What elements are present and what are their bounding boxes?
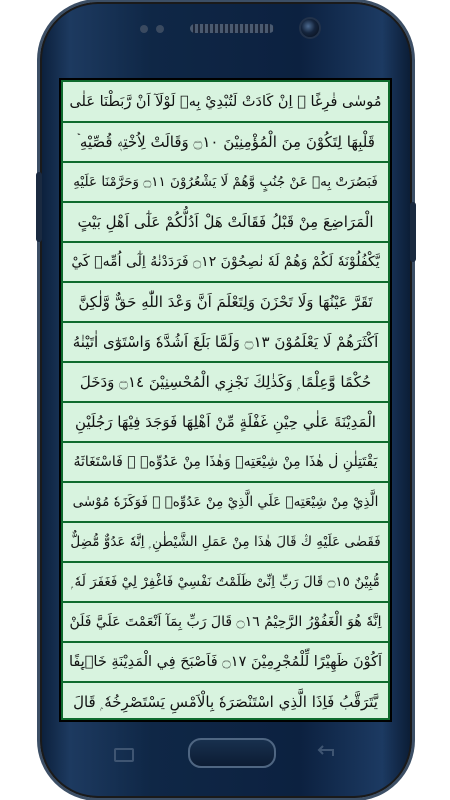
front-camera-icon	[301, 19, 319, 37]
verse-line: الَّذِيْ مِنْ شِيْعَتِهٖ عَلَي الَّذِيْ مِنْ عَدُوِّهٖ ۙ فَوَكَزَهٗ مُوْسٰى	[63, 482, 388, 523]
verse-line: مُوسٰى فٰرِغًا ۭ اِنْ كَادَتْ لَتُبْدِيْ بِهٖ لَوْلَآ اَنْ رَّبَطْنَا عَلٰى	[63, 82, 388, 123]
verse-line: اَكُوْنَ ظَهِيْرًا لِّلْمُجْرِمِيْنَ ۝١٧ فَاَصْبَحَ فِي الْمَدِيْنَةِ خَاۗىِٕفًا	[63, 642, 388, 683]
verse-line: اَكْثَرَهُمْ لَا يَعْلَمُوْنَ ۝١٣ وَلَمَّا بَلَغَ اَشُدَّهٗ وَاسْتَوٰٓى اٰتَيْنٰهُ	[63, 322, 388, 363]
verse-line: يَقْتَتِلٰنِ ڶ هٰذَا مِنْ شِيْعَتِهٖ وَهٰذَا مِنْ عَدُوِّهٖ ۚ فَاسْتَغَاثَهُ	[63, 442, 388, 483]
verse-line: تَقَرَّ عَيْنُهَا وَلَا تَحْزَنَ وَلِتَعْلَمَ اَنَّ وَعْدَ اللّٰهِ حَقٌّ وَّلٰكِنَّ	[63, 282, 388, 323]
recents-icon[interactable]	[114, 748, 134, 762]
proximity-sensor	[140, 25, 148, 33]
verse-line: اِنَّهٗ هُوَ الْغَفُوْرُ الرَّحِيْمُ ۝١٦ قَالَ رَبِّ بِمَآ اَنْعَمْتَ عَلَيَّ فَلَنْ	[63, 602, 388, 643]
verse-line: الْمَدِيْنَةَ عَلٰي حِيْنِ غَفْلَةٍ مِّنْ اَهْلِهَا فَوَجَدَ فِيْهَا رَجُلَيْنِ	[63, 402, 388, 443]
earpiece-speaker	[190, 24, 274, 33]
verse-line: يَّتَرَقَّبُ فَاِذَا الَّذِي اسْتَنْصَرَهٗ بِالْاَمْسِ يَسْتَصْرِخُهٗ ۭ قَالَ	[73, 692, 378, 711]
verse-line: فَقَضٰى عَلَيْهِ ڭ قَالَ هٰذَا مِنْ عَمَلِ الشَّيْطٰنِ ۭ اِنَّهٗ عَدُوٌّ مُّضِلٌّ	[63, 522, 388, 563]
verse-line: حُكْمًا وَّعِلْمًا ۭ وَكَذٰلِكَ نَجْزِي الْمُحْسِنِيْنَ ۝١٤ وَدَخَلَ	[63, 362, 388, 403]
quran-page[interactable]	[61, 80, 390, 720]
screen	[59, 78, 392, 722]
back-icon[interactable]	[315, 744, 335, 758]
verse-line: الْمَرَاضِعَ مِنْ قَبْلُ فَقَالَتْ هَلْ اَدُلُّكُمْ عَلٰٓى اَهْلِ بَيْتٍ	[63, 202, 388, 243]
light-sensor	[156, 25, 164, 33]
verse-line: يَّكْفُلُوْنَهٗ لَكُمْ وَهُمْ لَهٗ نٰصِحُوْنَ ۝١٢ فَرَدَدْنٰهُ اِلٰٓى اُمِّهٖ كَيْ	[63, 242, 388, 283]
verse-line: قَلْبِهَا لِتَكُوْنَ مِنَ الْمُؤْمِنِيْنَ ۝١٠ وَقَالَتْ لِاُخْتِهٖ قُصِّيْهِ ۡ	[63, 122, 388, 163]
home-button[interactable]	[188, 738, 276, 768]
verse-line: فَبَصُرَتْ بِهٖ عَنْ جُنُبٍ وَّهُمْ لَا يَشْعُرُوْنَ ۝١١ وَحَرَّمْنَا عَلَيْهِ	[63, 162, 388, 203]
verse-line: مُّبِيْنٌ ۝١٥ قَالَ رَبِّ اِنِّىْ ظَلَمْتُ نَفْسِيْ فَاغْفِرْ لِيْ فَغَفَرَ لَهٗ ۭ	[63, 562, 388, 603]
